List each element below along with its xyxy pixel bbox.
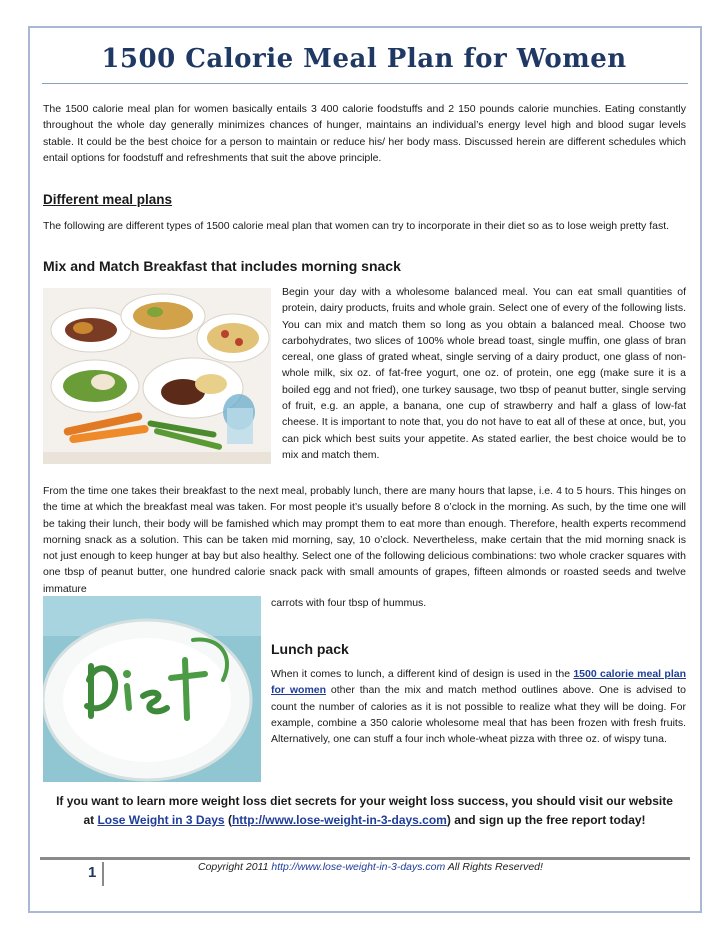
- copyright-notice: [198, 861, 543, 873]
- lunch-text-after: other than the mix and match method outlines above. One is advised to count the number of calories as it is not possible to realize what they will be doing. For example, combine a 350 calorie wholesome meal that has been frozen with fresh fruits. Alternatively, one can stuff a four inch whole-wheat pizza with three oz. of wispy tuna.: [271, 684, 686, 746]
- cta-at: at: [83, 813, 98, 827]
- different-meal-plans-text: The following are different types of 1500 calorie meal plan that women can try to incorporate in their diet so as to lose weigh pretty fast.: [43, 220, 670, 232]
- footer-rule: [40, 857, 690, 860]
- copyright-url: http://www.lose-weight-in-3-days.com: [271, 861, 446, 873]
- meal-plates-illustration: [43, 288, 271, 464]
- lunch-pack-text: [271, 666, 686, 747]
- copyright-prefix: Copyright 2011: [198, 861, 272, 873]
- title-rule: [42, 83, 688, 84]
- meal-plan-link[interactable]: 1500 calorie meal plan for women: [271, 668, 686, 697]
- breakfast-side-text: Begin your day with a wholesome balanced meal. You can eat small quantities of protein, dairy products, fruits and whole grain. Select one of every of the following lists. You can mix and match them so long as you obtain a balanced meal. Choose two carbohydrates, two slices of 100% whole bread toast, single muffin, one glass of bran cereal, one glass of grated wheat, single serving of a dairy product, one glass of non-whole milk, six oz. of fat-free yogurt, one oz. of protein, one egg (make sure it is a boiled egg and not fried), one turkey sausage, two tbsp of peanut butter, single serving of fruit, e.g. an apple, a banana, one cup of strawberry and half a glass of low-fat cheese. It is important to note that, you do not have to eat all of these at once, but, you can pick which best suits your appetite. As stated earlier, the best choice would be to mix and match them.: [282, 286, 686, 461]
- breakfast-heading: Mix and Match Breakfast that includes morning snack: [43, 258, 401, 274]
- page-title: 1500 Calorie Meal Plan for Women: [101, 44, 627, 74]
- lunch-text-before: When it comes to lunch, a different kind of design is used in the: [271, 668, 574, 680]
- different-meal-plans-heading: Different meal plans: [43, 192, 173, 207]
- morning-snack-text: From the time one takes their breakfast to the next meal, probably lunch, there are many hours that lapse, i.e. 4 to 5 hours. This hinges on the time at which the breakfast meal was taken. For most people it’s usually before 8 o’clock in the morning. As such, by the time one will be taking their lunch, their body will be famished which may prompt them to eat more than enough. Therefore, health experts recommend morning snack as a solution. This can be taken mid morning, say, 10 o’clock. Nevertheless, make certain that the mid morning snack is not just enough to keep hunger at bay but also healthy. Select one of the following delicious combinations: two whole cracker squares with one tbsp of peanut butter, one hundred calorie snack pack with small amounts of grapes, fifteen almonds or roasted seeds and twelve immature: [43, 485, 686, 595]
- lunch-pack-heading: Lunch pack: [271, 641, 349, 657]
- diet-plate-illustration: [43, 596, 261, 782]
- page-number: 1: [88, 864, 97, 881]
- website-url-link[interactable]: http://www.lose-weight-in-3-days.com: [231, 813, 447, 827]
- morning-snack-last-line: carrots with four tbsp of hummus.: [271, 597, 427, 609]
- cta-paren-open: (: [224, 813, 232, 827]
- copyright-suffix: All Rights Reserved!: [445, 861, 543, 873]
- cta-line-1: If you want to learn more weight loss diet secrets for your weight loss success, you should visit our website: [56, 794, 673, 808]
- intro-paragraph: The 1500 calorie meal plan for women basically entails 3 400 calorie foodstuffs and 2 150 pounds calorie munchies. Eating constantly throughout the whole day generally minimizes chances of hunger, maintains an individual’s energy level high and blood sugar levels stable. It could be the best choice for a person to maintain or reduce his/ her body mass. Discussed herein are different schedules which entail options for foodstuff and refreshments that suit the above principle.: [43, 103, 686, 164]
- lose-weight-link[interactable]: Lose Weight in 3 Days: [97, 813, 225, 827]
- cta-paren-close: ) and sign up the free report today!: [446, 813, 646, 827]
- meal-plates-photo: [43, 288, 271, 464]
- cta-line-2: [43, 811, 686, 830]
- page-number-divider: [102, 862, 104, 886]
- diet-word-plate-photo: [43, 596, 261, 782]
- call-to-action: [43, 792, 686, 830]
